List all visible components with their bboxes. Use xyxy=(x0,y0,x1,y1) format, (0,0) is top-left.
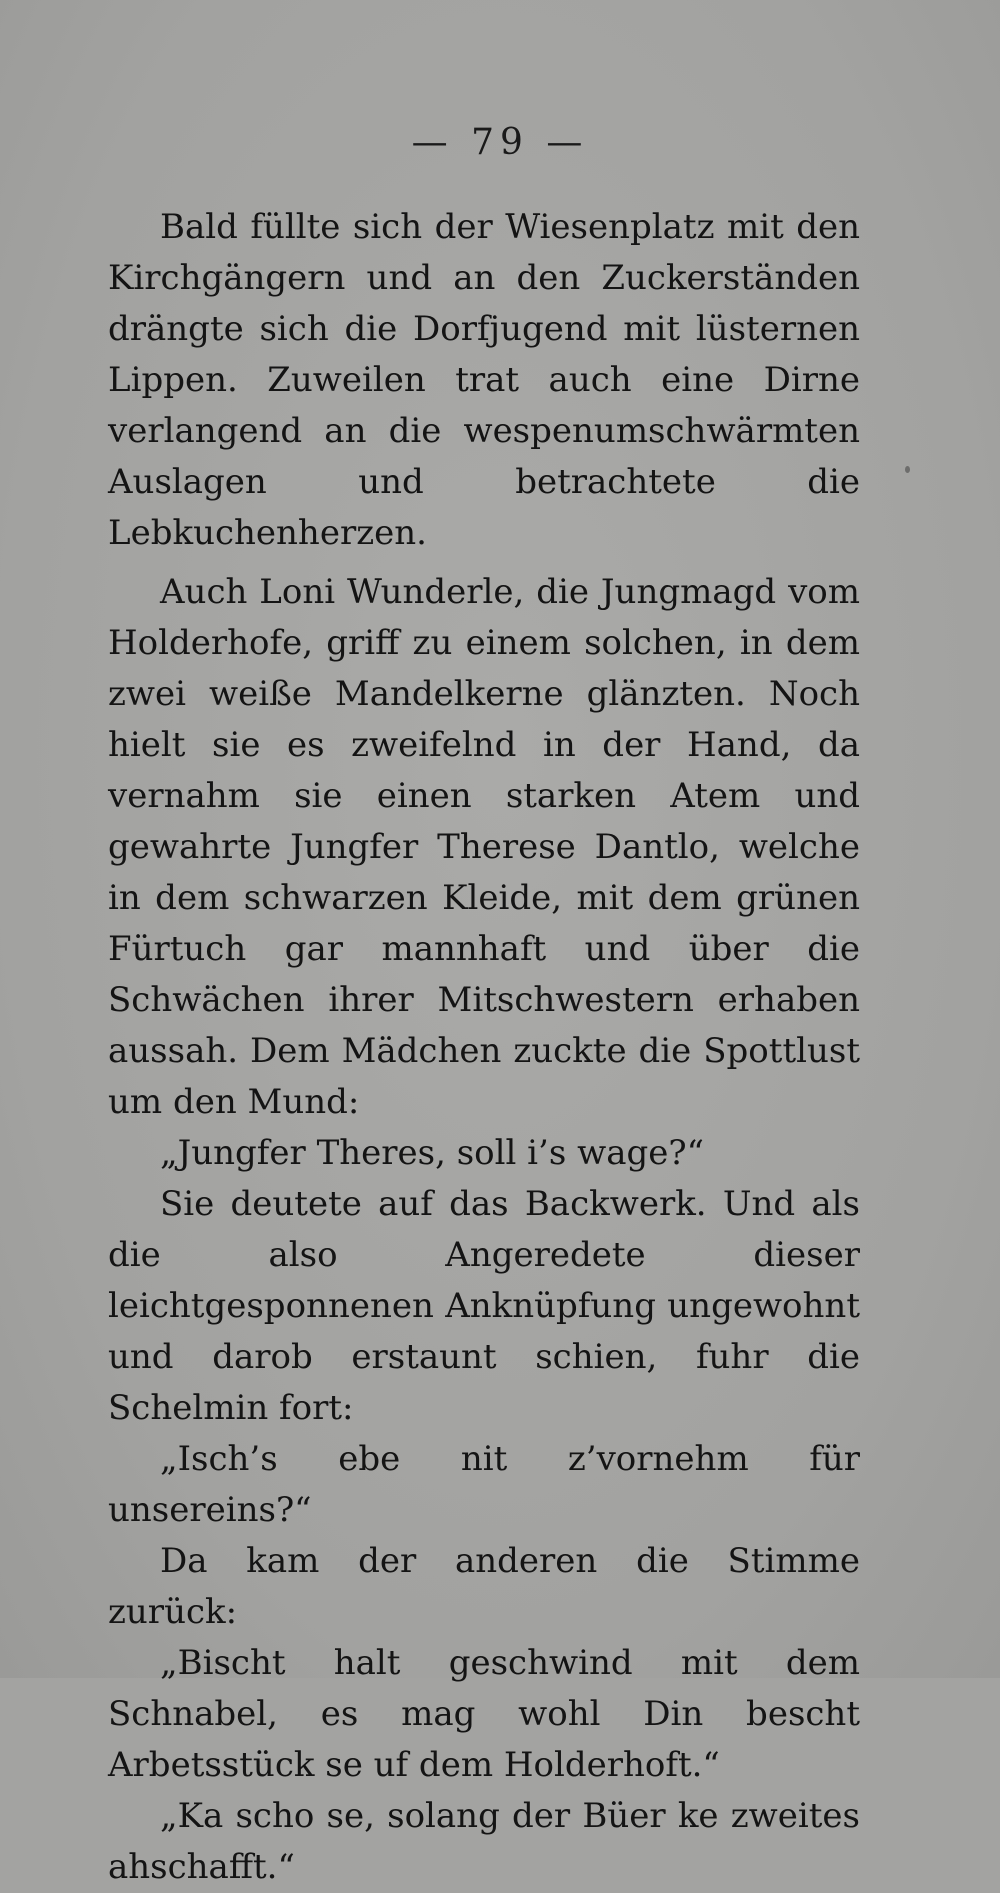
paragraph: Auch Loni Wunderle, die Jungmagd vom Holderhofe, griff zu einem solchen, in dem zwei weiße Mandelkerne glänzten. Noch hielt sie es zweifelnd in der Hand, da vernahm sie einen starken Atem und gewahrte Jungfer Therese Dantlo, welche in dem schwarzen Kleide, mit dem grünen Fürtuch gar mannhaft und über die Schwächen ihrer Mitschwestern erhaben aussah. Dem Mädchen zuckte die Spottlust um den Mund: xyxy=(108,572,860,1122)
paragraph: „Jungfer Theres, soll i’s wage?“ xyxy=(160,1133,704,1173)
paragraph: Sie deutete auf das Backwerk. Und als die also Angeredete dieser leichtgesponnenen Anknüpfung ungewohnt und darob erstaunt schien, fuhr die Schelmin fort: xyxy=(108,1184,860,1428)
paragraph: „Bischt halt geschwind mit dem Schnabel, es mag wohl Din bescht Arbetsstück se uf dem Holderhoft.“ xyxy=(108,1643,860,1785)
paper-speck xyxy=(905,466,910,473)
paragraph: Da kam der anderen die Stimme zurück: xyxy=(108,1541,860,1632)
paragraph: „Isch’s ebe nit z’vornehm für unsereins?“ xyxy=(108,1439,860,1530)
paragraph: Bald füllte sich der Wiesenplatz mit den Kirchgängern und an den Zuckerständen drängte sich die Dorfjugend mit lüsternen Lippen. Zuweilen trat auch eine Dirne verlangend an die wespenumschwärmten Auslagen und betrachtete die Lebkuchenherzen. xyxy=(108,207,860,553)
page-number: — 79 — xyxy=(411,122,589,163)
body-text xyxy=(108,202,860,1893)
paragraph: „Ka scho se, solang der Büer ke zweites ahschafft.“ xyxy=(108,1796,860,1887)
